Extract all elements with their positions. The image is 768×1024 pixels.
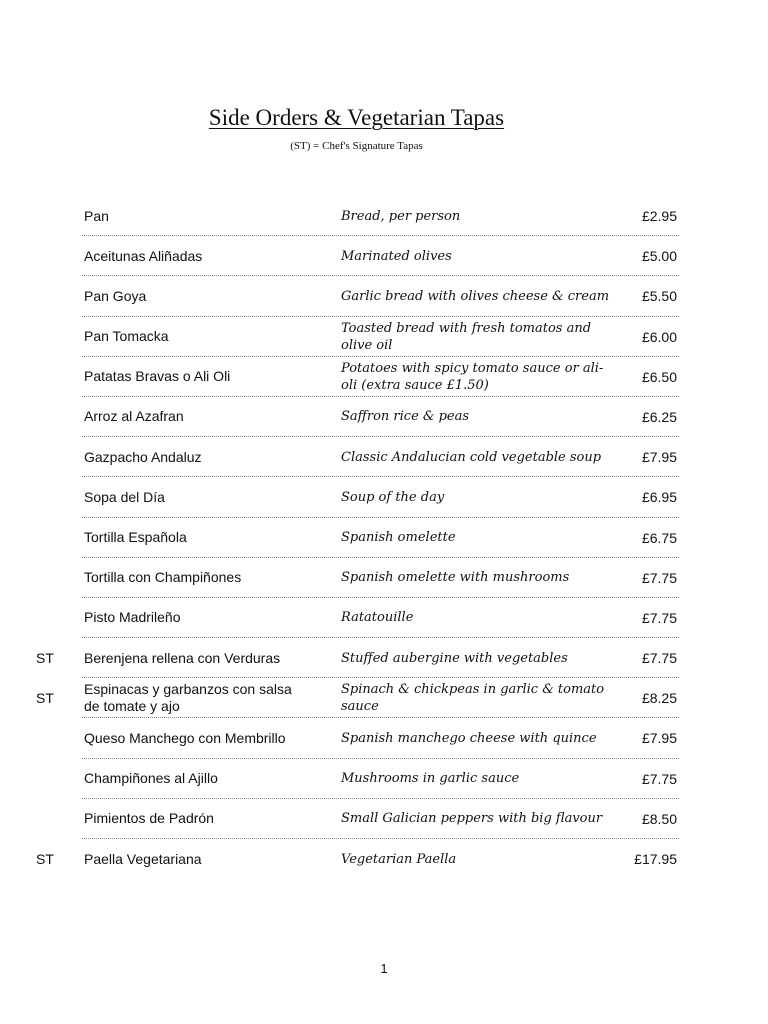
- menu-item: [0, 437, 768, 477]
- menu-item: [0, 518, 768, 558]
- signature-mark: [36, 276, 76, 316]
- dish-price: £6.95: [641, 489, 677, 506]
- signature-mark: [36, 477, 76, 517]
- signature-mark: [36, 598, 76, 638]
- dish-price: £7.75: [641, 569, 677, 586]
- dish-description: Garlic bread with olives cheese & cream: [341, 288, 610, 304]
- dish-description: Mushrooms in garlic sauce: [341, 771, 520, 787]
- dish-description: Spanish omelette: [341, 530, 456, 545]
- dish-price: £8.25: [641, 690, 677, 707]
- dish-price: £8.50: [641, 810, 677, 827]
- signature-mark: [36, 558, 76, 598]
- menu-item: [0, 839, 768, 879]
- menu-item: [0, 558, 768, 598]
- dish-description: Bread, per person: [341, 208, 461, 224]
- signature-mark: ST: [36, 650, 54, 667]
- dish-name: Pan Goya: [84, 287, 147, 304]
- menu-item: [0, 718, 768, 758]
- menu-item: [0, 799, 768, 839]
- dish-price: £5.50: [641, 288, 677, 305]
- signature-mark: ST: [36, 851, 54, 867]
- menu-item: [0, 397, 768, 437]
- dish-description: Spinach & chickpeas in garlic & tomato sauce: [341, 682, 605, 715]
- dish-description: Classic Andalucian cold vegetable soup: [341, 449, 602, 465]
- page-title: Side Orders & Vegetarian Tapas: [208, 105, 505, 130]
- dish-price: £7.75: [641, 650, 677, 667]
- dish-name: Aceitunas Aliñadas: [84, 247, 203, 264]
- dish-name: Arroz al Azafran: [84, 408, 184, 425]
- signature-mark: [36, 317, 76, 357]
- dish-price: £6.50: [641, 368, 677, 385]
- dish-description: Small Galician peppers with big flavour: [341, 811, 603, 827]
- dish-price: £6.25: [641, 408, 677, 425]
- dish-price: £6.00: [641, 328, 677, 345]
- dish-name: Champiñones al Ajillo: [84, 770, 218, 787]
- signature-mark: [36, 397, 76, 437]
- dish-price: £5.00: [641, 248, 677, 265]
- dish-description: Toasted bread with fresh tomatos and olive oil: [341, 320, 592, 353]
- menu-item: [0, 317, 768, 357]
- dish-description: Marinated olives: [341, 248, 452, 264]
- dish-description: Soup of the day: [341, 489, 445, 505]
- menu-item: [0, 276, 768, 316]
- page-number: 1: [380, 961, 388, 976]
- signature-legend: (ST) = Chef's Signature Tapas: [290, 140, 423, 152]
- dish-name: Espinacas y garbanzos con salsa de tomate y ajo: [84, 681, 292, 715]
- signature-mark: [36, 236, 76, 276]
- dish-name: Patatas Bravas o Ali Oli: [84, 368, 231, 385]
- signature-mark: [36, 718, 76, 758]
- menu-item: [0, 678, 768, 718]
- dish-price: £6.75: [641, 529, 677, 546]
- dish-name: Queso Manchego con Membrillo: [84, 729, 286, 746]
- dish-price: £7.95: [641, 449, 677, 466]
- dish-name: Sopa del Día: [84, 488, 165, 505]
- signature-mark: [36, 759, 76, 799]
- dish-description: Stuffed aubergine with vegetables: [341, 650, 568, 666]
- dish-name: Paella Vegetariana: [84, 850, 202, 867]
- menu-list: [0, 196, 768, 879]
- menu-item: [0, 598, 768, 638]
- dish-name: Pan Tomacka: [84, 328, 169, 345]
- dish-name: Pisto Madrileño: [84, 609, 181, 626]
- dish-description: Saffron rice & peas: [341, 409, 470, 425]
- signature-mark: [36, 799, 76, 839]
- dish-description: Ratatouille: [341, 610, 414, 626]
- signature-mark: [36, 196, 76, 236]
- dish-price: £7.75: [641, 609, 677, 626]
- dish-name: Pimientos de Padrón: [84, 810, 214, 827]
- dish-price: £17.95: [634, 851, 677, 867]
- menu-item: [0, 638, 768, 678]
- dish-description: Spanish omelette with mushrooms: [341, 570, 570, 586]
- dish-price: £7.75: [641, 770, 677, 787]
- dish-description: Potatoes with spicy tomato sauce or ali-oli (extra sauce £1.50): [341, 360, 604, 393]
- dish-name: Gazpacho Andaluz: [84, 448, 202, 465]
- dish-description: Vegetarian Paella: [341, 851, 457, 867]
- dish-price: £7.95: [641, 730, 677, 747]
- dish-price: £2.95: [641, 208, 677, 224]
- signature-mark: [36, 357, 76, 397]
- dish-name: Tortilla con Champiñones: [84, 569, 242, 586]
- menu-item: [0, 196, 768, 236]
- signature-mark: [36, 518, 76, 558]
- dish-name: Pan: [84, 207, 109, 224]
- menu-item: [0, 759, 768, 799]
- signature-mark: ST: [36, 690, 54, 707]
- menu-item: [0, 357, 768, 397]
- dish-name: Tortilla Española: [84, 529, 187, 545]
- dish-name: Berenjena rellena con Verduras: [84, 649, 281, 666]
- menu-item: [0, 477, 768, 517]
- dish-description: Spanish manchego cheese with quince: [341, 730, 597, 746]
- menu-item: [0, 236, 768, 276]
- signature-mark: [36, 437, 76, 477]
